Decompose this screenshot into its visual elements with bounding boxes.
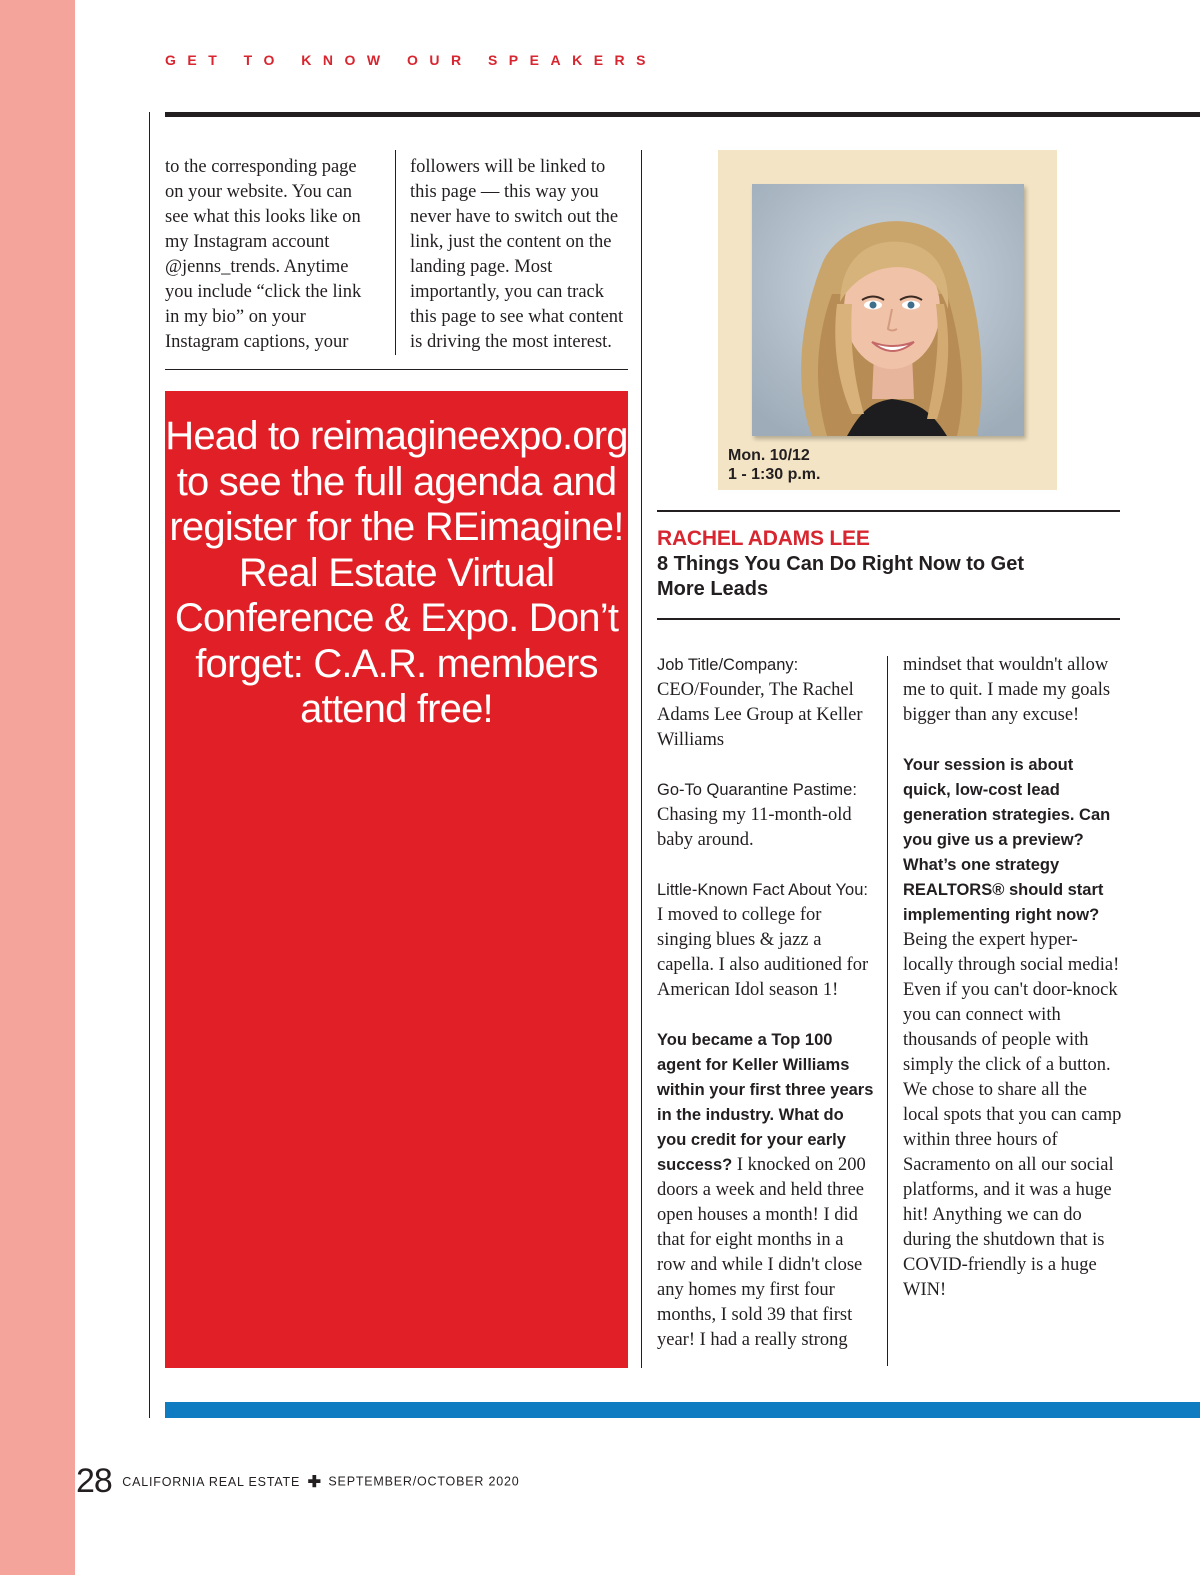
article-column-2: followers will be linked to this page — this way you never have to switch out the link, just the content on the landing page. Most importantly, you can track this page to see what content is driving the most interest. [410,157,624,352]
text-column-divider [395,150,396,355]
issue-date: SEPTEMBER/OCTOBER 2020 [328,1474,520,1489]
speaker-photo-frame [718,150,1057,490]
qa-column-2 [903,653,1125,1328]
session-time: 1 - 1:30 p.m. [728,466,821,483]
session-date: Mon. 10/12 [728,447,810,464]
qa-job [657,653,875,753]
session-datetime [728,446,820,484]
qa-pastime [657,778,875,853]
speaker-bottom-rule [657,618,1120,620]
qa-column-divider [887,656,888,1366]
qa-pastime-value: Chasing my 11-month-old baby around. [657,805,852,850]
qa-session [903,753,1125,1303]
side-color-strip [0,0,75,1575]
article-bottom-rule [165,369,628,370]
qa-success [657,1028,875,1353]
qa-pastime-label: Go-To Quarantine Pastime: [657,781,857,799]
speaker-top-rule [657,510,1120,512]
speaker-portrait [752,184,1024,436]
page-number: 28 [76,1462,112,1500]
article-column-1: to the corresponding page on your website. You can see what this looks like on my Instagram account @jenns_trends. Anytime you include “click the link in my bio” on your Instagram captions, your [165,157,362,352]
qa-job-label: Job Title/Company: [657,656,799,674]
qa-fact-value: I moved to college for singing blues & jazz a capella. I also auditioned for American Idol season 1! [657,905,869,1000]
left-column-rule [149,112,150,1418]
footer-color-bar [165,1402,1200,1418]
portrait-illustration [752,184,1024,436]
qa-session-answer: Being the expert hyper-locally through social media! Even if you can't door-knock you can connect with thousands of people with simply the click of a button. We chose to share all the local spots that you can camp within three hours of Sacramento on all our social platforms, and it was a huge hit! Anything we can do during the shutdown that is COVID-friendly is a huge WIN! [903,930,1122,1300]
section-kicker: GET TO KNOW OUR SPEAKERS [165,52,657,68]
qa-column-1 [657,653,875,1378]
plus-separator-icon: ✚ [307,1473,321,1491]
qa-session-question: Your session is about quick, low-cost lead generation strategies. Can you give us a preview? What’s one strategy REALTORS® should start implementing right now? [903,756,1111,924]
qa-success-question: You became a Top 100 agent for Keller Williams within your first three years in the industry. What do you credit for your early success? [657,1031,874,1174]
speaker-column-rule [641,150,642,1368]
page-folio [76,1462,519,1501]
publication-name: CALIFORNIA REAL ESTATE [122,1474,301,1489]
speaker-name: RACHEL ADAMS LEE [657,527,870,550]
session-title: 8 Things You Can Do Right Now to Get More Leads [657,553,1025,600]
qa-success-answer-start: I knocked on 200 doors a week and held three open houses a month! I did that for eight months in a row and while I didn't close any homes my first four months, I sold 39 that first year! I had a really strong [657,1155,866,1350]
promo-text: Head to reimagineexpo.org to see the full agenda and register for the REimagine! Real Estate Virtual Conference & Expo. Don’t forget: C.A.R. members attend free! [165,414,628,731]
qa-job-value: CEO/Founder, The Rachel Adams Lee Group at Keller Williams [657,680,863,750]
qa-fact-label: Little-Known Fact About You: [657,881,868,899]
header-rule [165,112,1200,117]
promo-box [165,391,628,1368]
qa-fact [657,878,875,1003]
qa-success-continued: mindset that wouldn't allow me to quit. I made my goals bigger than any excuse! [903,655,1111,725]
